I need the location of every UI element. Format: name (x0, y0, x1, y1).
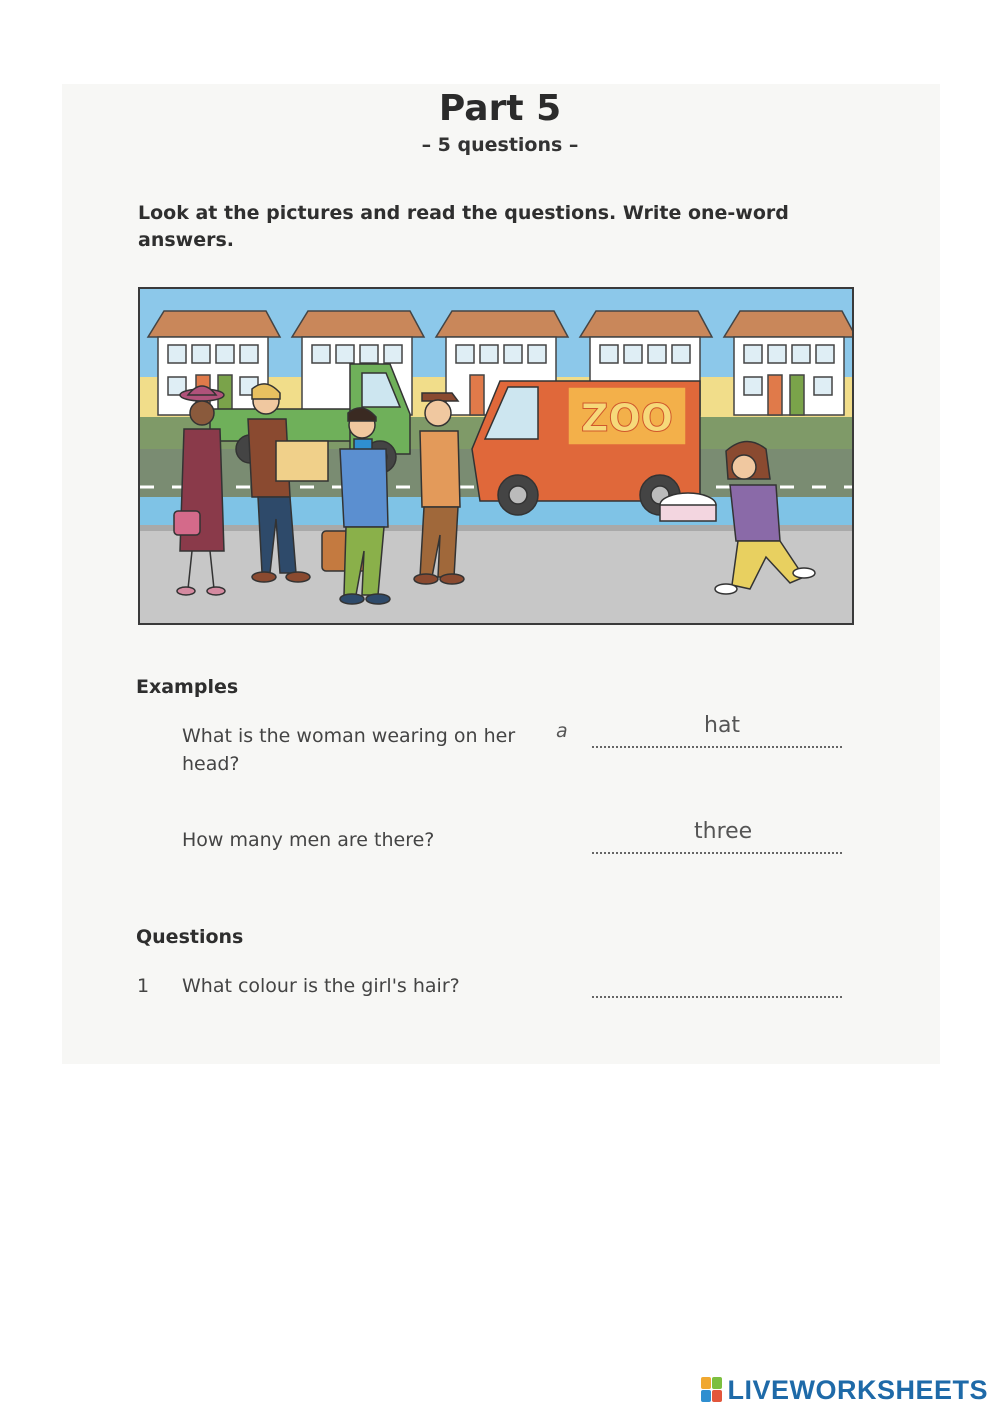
answer-input-1[interactable] (592, 996, 842, 998)
page-subtitle: – 5 questions – (421, 134, 579, 156)
examples-heading: Examples (136, 676, 239, 698)
example-answer-1: hat (704, 713, 741, 738)
liveworksheets-logo (701, 1372, 988, 1408)
example-question-1: What is the woman wearing on her head? (182, 725, 516, 775)
page-title: Part 5 (438, 88, 562, 129)
example-article-1: a (556, 720, 568, 742)
liveworksheets-logo-icon (701, 1377, 723, 1403)
answer-line-example-1 (592, 746, 842, 748)
example-answer-2: three (694, 819, 753, 844)
example-question-2: How many men are there? (182, 829, 435, 851)
question-1: What colour is the girl's hair? (182, 975, 460, 997)
street-scene-illustration (138, 287, 854, 625)
logo-text: LIVEWORKSHEETS (727, 1374, 988, 1405)
questions-heading: Questions (136, 926, 244, 948)
answer-line-example-2 (592, 852, 842, 854)
question-number-1: 1 (137, 975, 150, 997)
van-label: ZOO (580, 396, 674, 440)
instructions: Look at the pictures and read the questions. Write one-word answers. (138, 202, 789, 251)
street-scene-drawing (140, 289, 852, 623)
